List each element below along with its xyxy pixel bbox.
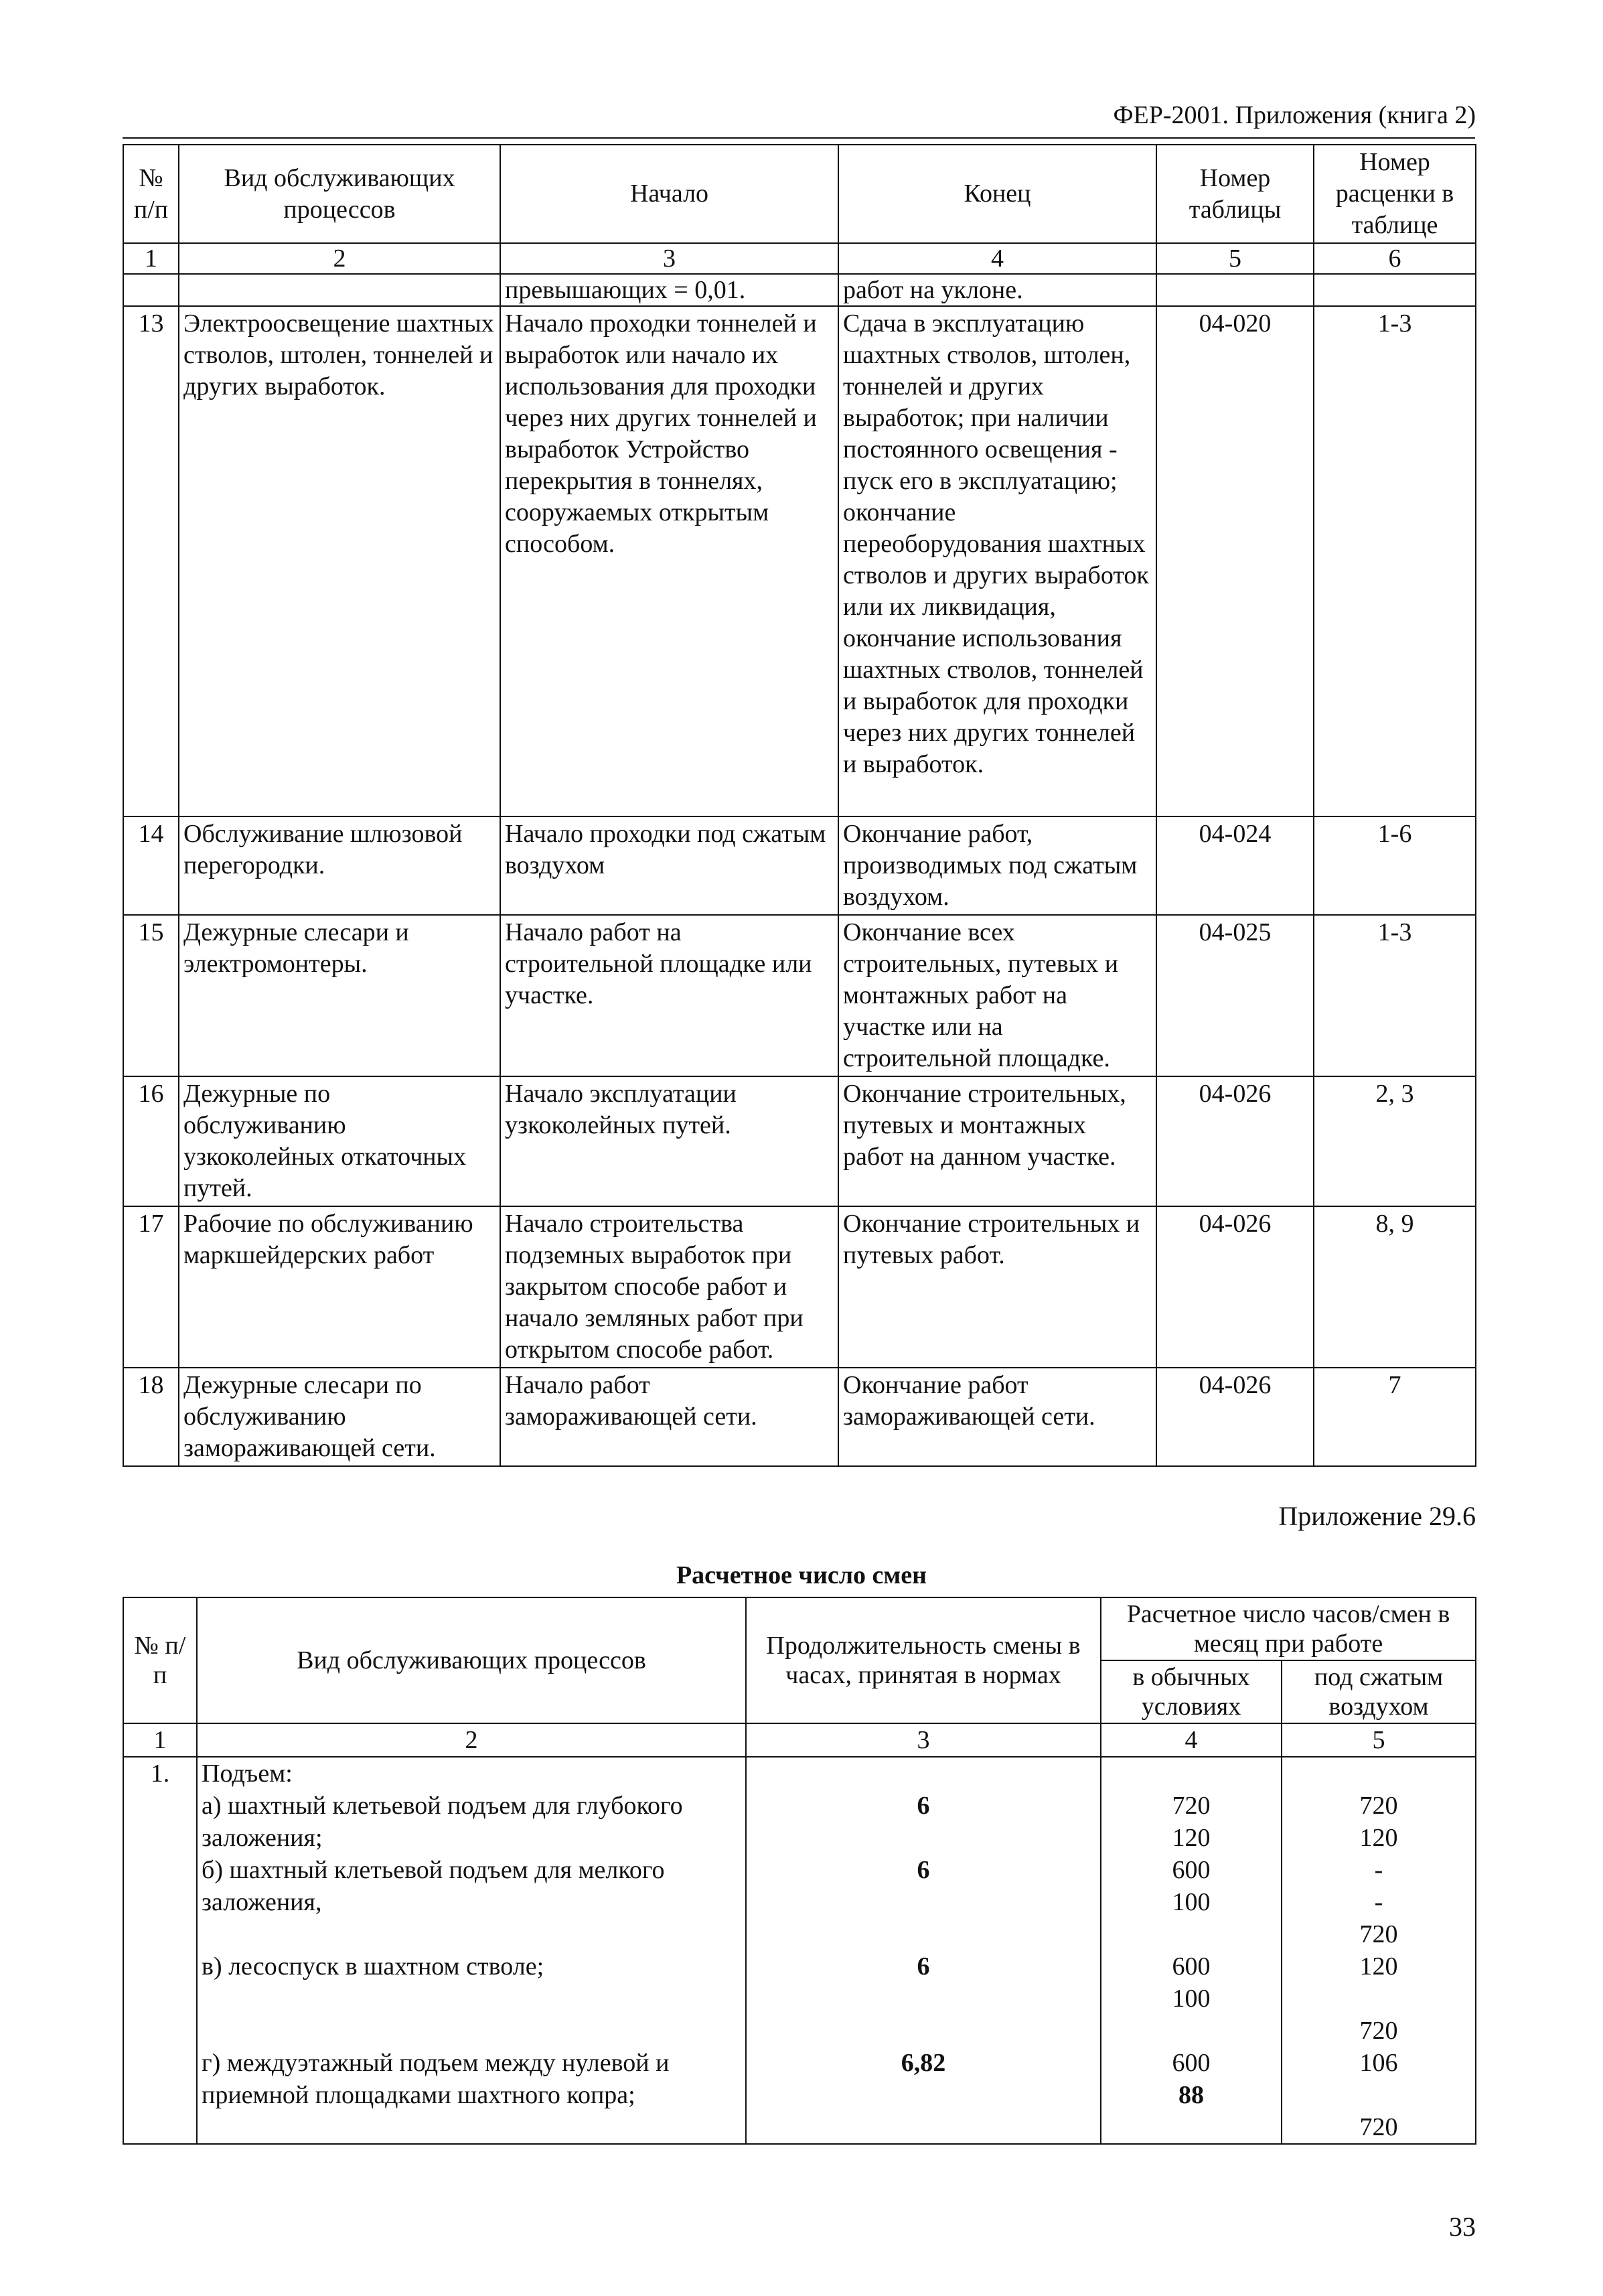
t2-row-process: заложения,: [197, 1886, 746, 1918]
row-number: 18: [123, 1368, 179, 1466]
t2-row-number: [123, 2047, 197, 2079]
column-number: 4: [838, 243, 1156, 274]
t2-row-normal: 88: [1101, 2079, 1282, 2111]
row-table-number: 04-026: [1156, 1206, 1314, 1368]
row-process: Дежурные по обслуживанию узкоколейных откаточных путей.: [179, 1076, 500, 1206]
row-number: 16: [123, 1076, 179, 1206]
t2-row-duration: [746, 2015, 1101, 2047]
t2-row-process: б) шахтный клетьевой подъем для мелкого: [197, 1854, 746, 1886]
column-number: 1: [123, 243, 179, 274]
row-start: Начало эксплуатации узкоколейных путей.: [500, 1076, 838, 1206]
page-number: 33: [1449, 2212, 1476, 2242]
t2-row-duration: [746, 1983, 1101, 2015]
t2-row-compressed: 120: [1282, 1950, 1476, 1983]
t2-row-process: [197, 2015, 746, 2047]
col-header-number: № п/п: [123, 145, 179, 243]
t2-row-compressed: [1282, 1983, 1476, 2015]
column-number: 3: [746, 1723, 1101, 1757]
row-start: Начало строительства подземных выработок при закрытом способе работ и начало земляных работ при открытом способе работ.: [500, 1206, 838, 1368]
column-number: 4: [1101, 1723, 1282, 1757]
t2-row-duration: [746, 2079, 1101, 2111]
t2-header-normal: в обычных условиях: [1101, 1660, 1282, 1723]
continuation-start: превышающих = 0,01.: [500, 274, 838, 306]
row-rate-number: 2, 3: [1314, 1076, 1476, 1206]
row-table-number: 04-026: [1156, 1368, 1314, 1466]
row-rate-number: 1-3: [1314, 306, 1476, 816]
t2-row-number: [123, 1918, 197, 1950]
col-header-rate-number: Номер расценки в таблице: [1314, 145, 1476, 243]
t2-row-compressed: 720: [1282, 2111, 1476, 2144]
t2-row-process: а) шахтный клетьевой подъем для глубокого: [197, 1790, 746, 1822]
table-row: [123, 1790, 1476, 1822]
row-process: Обслуживание шлюзовой перегородки.: [179, 816, 500, 915]
col-header-process: Вид обслуживающих процессов: [179, 145, 500, 243]
row-end: Сдача в эксплуатацию шахтных стволов, штолен, тоннелей и других выработок; при наличии постоянного освещения - пуск его в эксплуатацию; окончание переоборудования шахтных стволов и других выработок или их ликвидация, окончание использования шахтных стволов, тоннелей и выработок для проходки через них других тоннелей и выработок.: [838, 306, 1156, 816]
column-number: 2: [197, 1723, 746, 1757]
row-process: Дежурные слесари по обслуживанию замораживающей сети.: [179, 1368, 500, 1466]
row-end: Окончание строительных и путевых работ.: [838, 1206, 1156, 1368]
t2-row-duration: 6: [746, 1790, 1101, 1822]
t2-row-normal: 720: [1101, 1790, 1282, 1822]
row-end: Окончание работ, производимых под сжатым воздухом.: [838, 816, 1156, 915]
t2-row-compressed: [1282, 1757, 1476, 1790]
table-row: [123, 1950, 1476, 1983]
t2-row-normal: [1101, 1918, 1282, 1950]
table-row: [123, 1757, 1476, 1790]
continuation-row: [123, 274, 1476, 306]
t2-row-compressed: 120: [1282, 1822, 1476, 1854]
t2-row-number: 1.: [123, 1757, 197, 1790]
table-row: [123, 1206, 1476, 1368]
row-table-number: 04-025: [1156, 915, 1314, 1076]
table-row: [123, 1076, 1476, 1206]
column-number: 2: [179, 243, 500, 274]
column-number: 3: [500, 243, 838, 274]
table2-title: Расчетное число смен: [676, 1561, 927, 1589]
t2-header-group: Расчетное число часов/смен в месяц при работе: [1101, 1597, 1476, 1660]
appendix-label: Приложение 29.6: [1278, 1501, 1476, 1531]
t2-row-normal: 120: [1101, 1822, 1282, 1854]
t2-row-compressed: -: [1282, 1854, 1476, 1886]
col-header-table-number: Номер таблицы: [1156, 145, 1314, 243]
table-row: [123, 1368, 1476, 1466]
t2-row-compressed: 720: [1282, 1790, 1476, 1822]
t2-row-duration: [746, 1886, 1101, 1918]
t2-row-compressed: -: [1282, 1886, 1476, 1918]
table-row: [123, 1854, 1476, 1886]
t2-row-compressed: [1282, 2079, 1476, 2111]
table-row: [123, 1822, 1476, 1854]
t2-row-normal: 100: [1101, 1983, 1282, 2015]
t2-row-process: приемной площадками шахтного копра;: [197, 2079, 746, 2111]
table-row: [123, 1886, 1476, 1918]
t2-row-normal: [1101, 2015, 1282, 2047]
t2-row-normal: [1101, 1757, 1282, 1790]
row-process: Электроосвещение шахтных стволов, штолен, тоннелей и других выработок.: [179, 306, 500, 816]
row-start: Начало работ замораживающей сети.: [500, 1368, 838, 1466]
col-header-end: Конец: [838, 145, 1156, 243]
column-number: 6: [1314, 243, 1476, 274]
t2-row-process: г) междуэтажный подъем между нулевой и: [197, 2047, 746, 2079]
table-row: [123, 306, 1476, 816]
row-start: Начало проходки тоннелей и выработок или начало их использования для проходки через них других тоннелей и выработок Устройство перекрытия в тоннелях, сооружаемых открытым способом.: [500, 306, 838, 816]
t2-row-number: [123, 1950, 197, 1983]
t2-row-normal: [1101, 2111, 1282, 2144]
row-table-number: 04-024: [1156, 816, 1314, 915]
t2-row-number: [123, 2079, 197, 2111]
column-number: 5: [1156, 243, 1314, 274]
t2-row-duration: [746, 1757, 1101, 1790]
t2-header-duration: Продолжительность смены в часах, принятая в нормах: [746, 1597, 1101, 1723]
row-rate-number: 7: [1314, 1368, 1476, 1466]
table-row: [123, 1983, 1476, 2015]
t2-row-number: [123, 1983, 197, 2015]
col-header-start: Начало: [500, 145, 838, 243]
row-end: Окончание строительных, путевых и монтажных работ на данном участке.: [838, 1076, 1156, 1206]
row-number: 15: [123, 915, 179, 1076]
t2-row-normal: 600: [1101, 2047, 1282, 2079]
running-header: ФЕР-2001. Приложения (книга 2): [1113, 101, 1476, 129]
t2-row-process: [197, 1918, 746, 1950]
t2-column-number-row: [123, 1723, 1476, 1757]
table-row: [123, 2015, 1476, 2047]
t2-row-number: [123, 1854, 197, 1886]
row-table-number: 04-020: [1156, 306, 1314, 816]
column-number: 5: [1282, 1723, 1476, 1757]
row-table-number: 04-026: [1156, 1076, 1314, 1206]
table-row: [123, 2047, 1476, 2079]
t2-header-compressed: под сжатым воздухом: [1282, 1660, 1476, 1723]
row-number: 17: [123, 1206, 179, 1368]
table-row: [123, 2079, 1476, 2111]
shifts-table: [123, 1597, 1476, 2145]
t2-row-duration: 6: [746, 1950, 1101, 1983]
t2-row-duration: [746, 1822, 1101, 1854]
t2-row-number: [123, 2015, 197, 2047]
t2-row-process: в) лесоспуск в шахтном стволе;: [197, 1950, 746, 1983]
row-rate-number: 1-6: [1314, 816, 1476, 915]
t2-row-number: [123, 1790, 197, 1822]
row-end: Окончание работ замораживающей сети.: [838, 1368, 1156, 1466]
t2-row-duration: [746, 1918, 1101, 1950]
table-row: [123, 816, 1476, 915]
table-row: [123, 915, 1476, 1076]
t2-row-compressed: 720: [1282, 2015, 1476, 2047]
row-process: Дежурные слесари и электромонтеры.: [179, 915, 500, 1076]
t2-row-process: Подъем:: [197, 1757, 746, 1790]
t2-row-process: [197, 1983, 746, 2015]
t2-row-number: [123, 1886, 197, 1918]
t2-header-process: Вид обслуживающих процессов: [197, 1597, 746, 1723]
t2-row-duration: 6: [746, 1854, 1101, 1886]
row-rate-number: 8, 9: [1314, 1206, 1476, 1368]
t2-row-duration: [746, 2111, 1101, 2144]
row-number: 13: [123, 306, 179, 816]
table-row: [123, 1918, 1476, 1950]
row-process: Рабочие по обслуживанию маркшейдерских работ: [179, 1206, 500, 1368]
t2-row-compressed: 720: [1282, 1918, 1476, 1950]
t2-row-normal: 600: [1101, 1950, 1282, 1983]
t2-row-normal: 100: [1101, 1886, 1282, 1918]
t2-row-duration: 6,82: [746, 2047, 1101, 2079]
row-end: Окончание всех строительных, путевых и монтажных работ на участке или на строительной площадке.: [838, 915, 1156, 1076]
t2-row-number: [123, 2111, 197, 2144]
t2-row-process: заложения;: [197, 1822, 746, 1854]
t2-row-normal: 600: [1101, 1854, 1282, 1886]
row-rate-number: 1-3: [1314, 915, 1476, 1076]
header-rule: [123, 137, 1475, 139]
t2-row-compressed: 106: [1282, 2047, 1476, 2079]
services-table: [123, 144, 1476, 1467]
column-number-row: [123, 243, 1476, 274]
t2-row-number: [123, 1822, 197, 1854]
row-start: Начало проходки под сжатым воздухом: [500, 816, 838, 915]
table-row: [123, 2111, 1476, 2144]
row-start: Начало работ на строительной площадке или участке.: [500, 915, 838, 1076]
t2-row-process: [197, 2111, 746, 2144]
t2-header-number: № п/п: [123, 1597, 197, 1723]
row-number: 14: [123, 816, 179, 915]
continuation-end: работ на уклоне.: [838, 274, 1156, 306]
column-number: 1: [123, 1723, 197, 1757]
